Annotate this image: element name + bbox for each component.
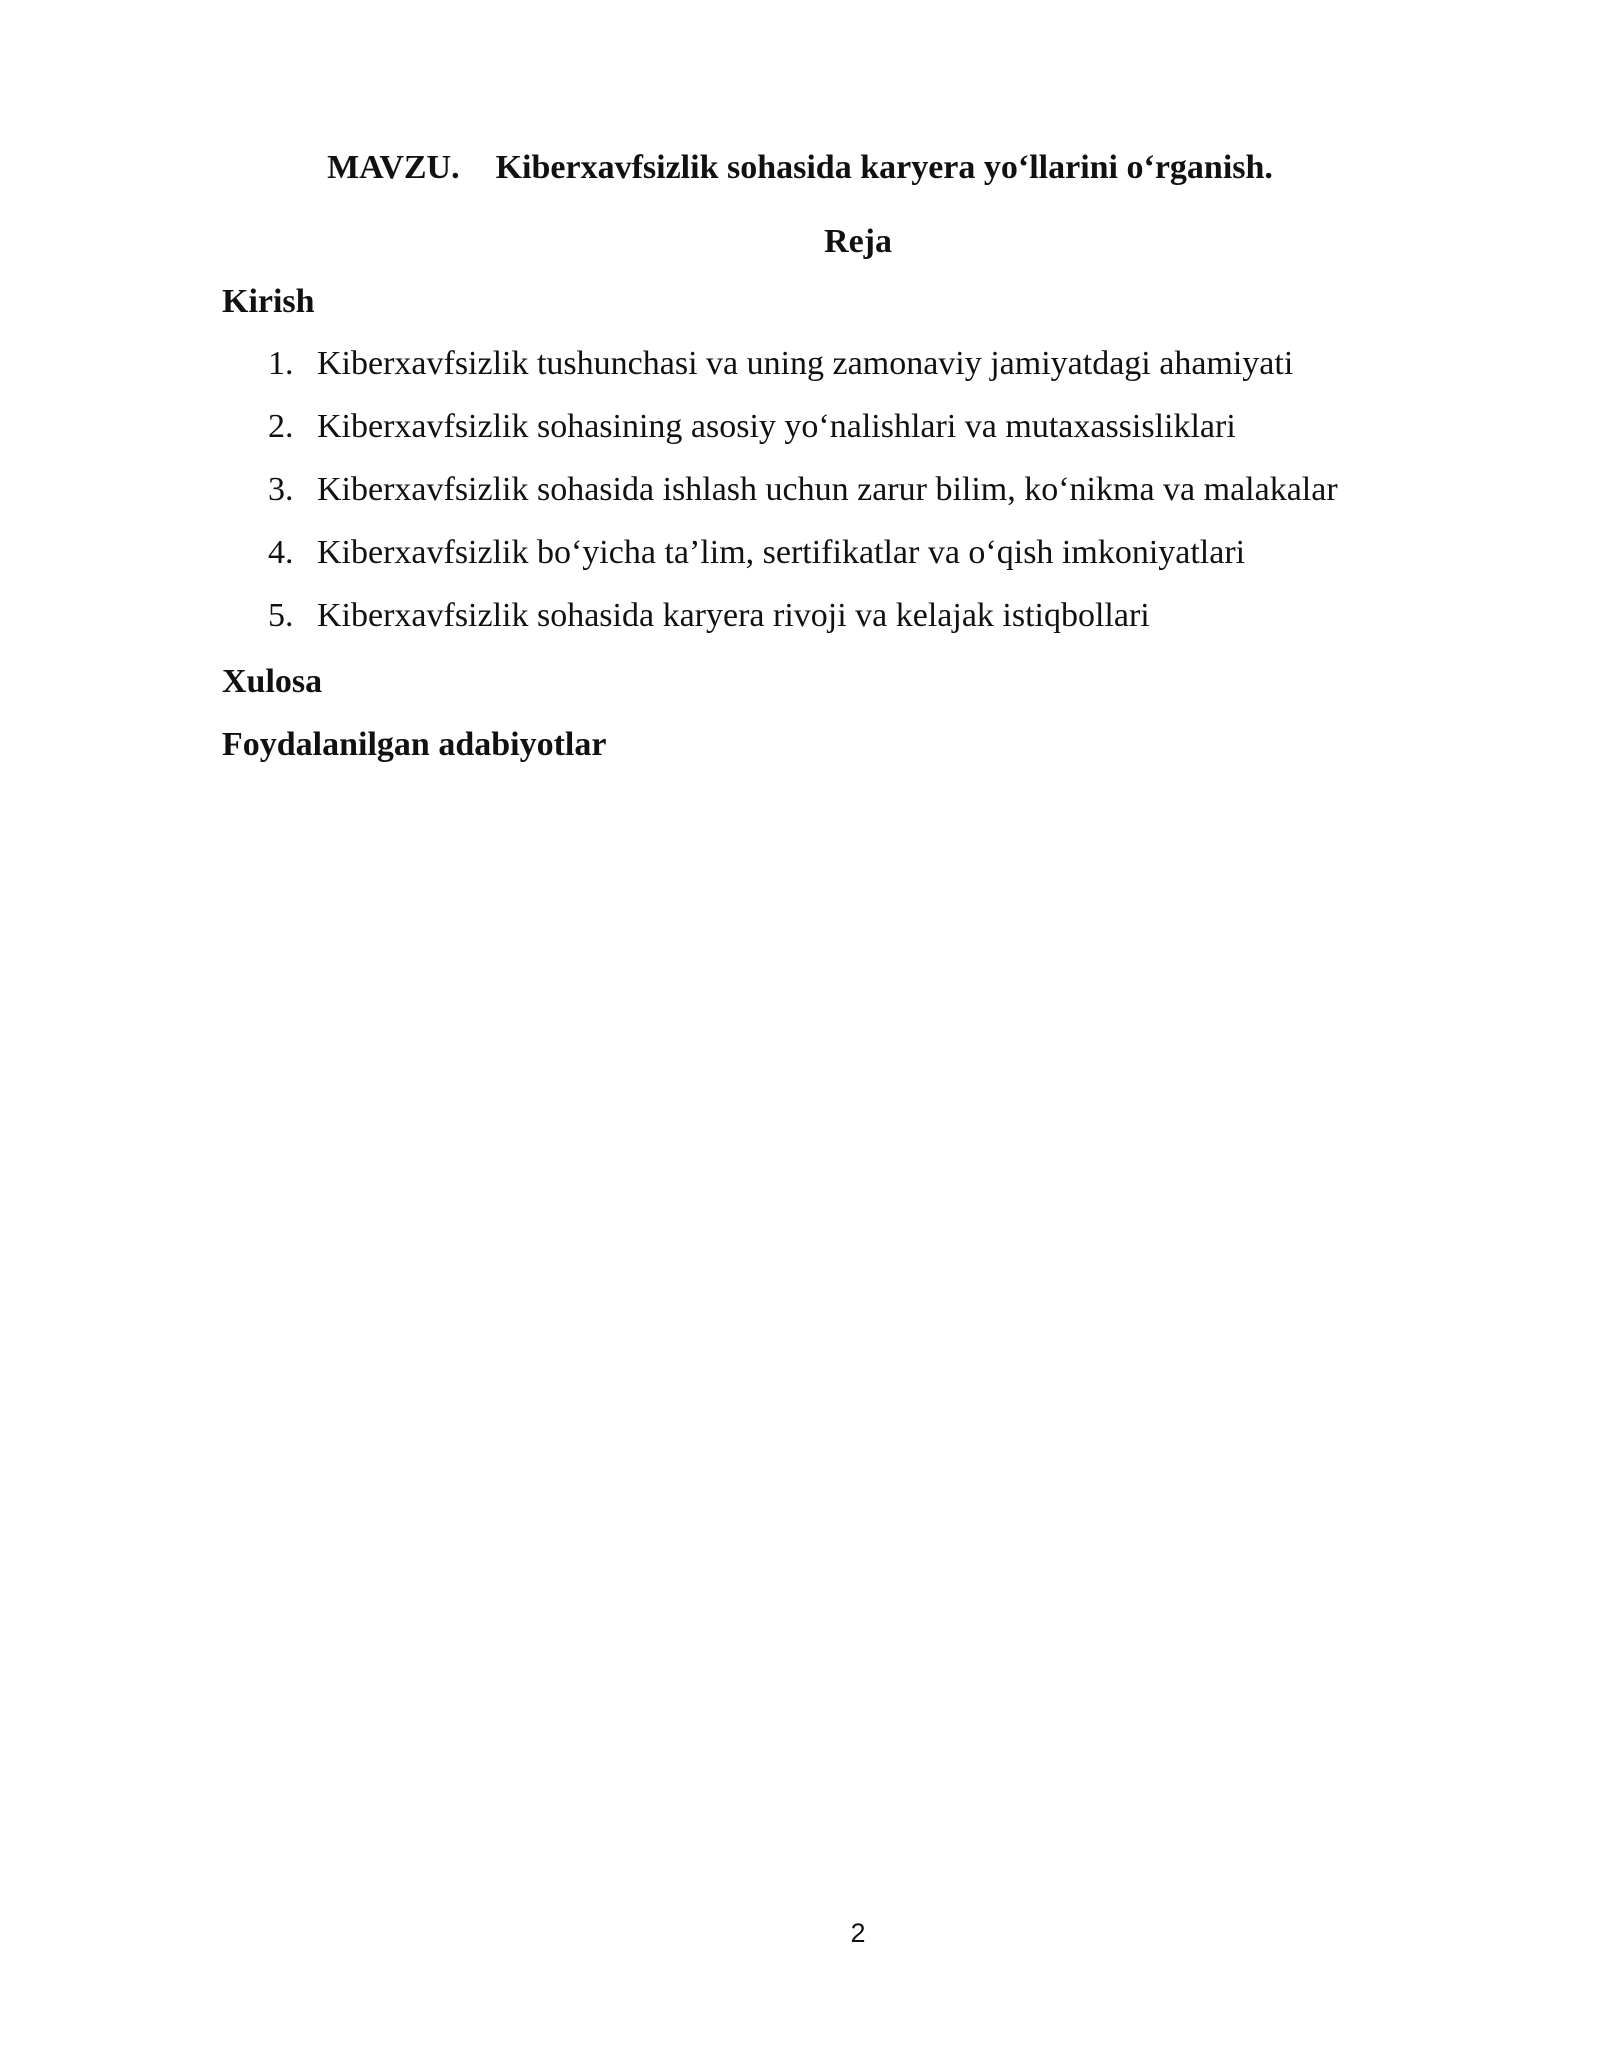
title-text: Kiberxavfsizlik sohasida karyera yo‘llarini o‘rganish.	[495, 149, 1273, 186]
plan-item	[0, 405, 1600, 468]
title-prefix: MAVZU.	[327, 149, 460, 186]
intro-heading: Kirish	[222, 283, 315, 320]
plan-heading: Reja	[824, 223, 892, 260]
plan-item-text: Kiberxavfsizlik sohasining asosiy yo‘nalishlari va mutaxassisliklari	[317, 408, 1236, 445]
plan-item-text: Kiberxavfsizlik sohasida ishlash uchun zarur bilim, ko‘nikma va malakalar	[317, 471, 1338, 508]
conclusion-heading: Xulosa	[222, 663, 323, 700]
plan-item-text: Kiberxavfsizlik bo‘yicha ta’lim, sertifikatlar va o‘qish imkoniyatlari	[317, 534, 1246, 571]
plan-item-number: 4.	[268, 534, 294, 571]
plan-item	[0, 594, 1600, 657]
plan-list	[0, 342, 1600, 657]
plan-item	[0, 531, 1600, 594]
page-number: 2	[850, 1918, 866, 1948]
plan-item-text: Kiberxavfsizlik tushunchasi va uning zamonaviy jamiyatdagi ahamiyati	[317, 345, 1294, 382]
plan-item-text: Kiberxavfsizlik sohasida karyera rivoji va kelajak istiqbollari	[317, 597, 1150, 634]
plan-item	[0, 468, 1600, 531]
references-heading: Foydalanilgan adabiyotlar	[222, 726, 607, 763]
plan-item-number: 2.	[268, 408, 294, 445]
plan-item-number: 3.	[268, 471, 294, 508]
plan-item-number: 5.	[268, 597, 294, 634]
page-title	[0, 146, 1600, 190]
plan-item	[0, 342, 1600, 405]
plan-item-number: 1.	[268, 345, 294, 382]
